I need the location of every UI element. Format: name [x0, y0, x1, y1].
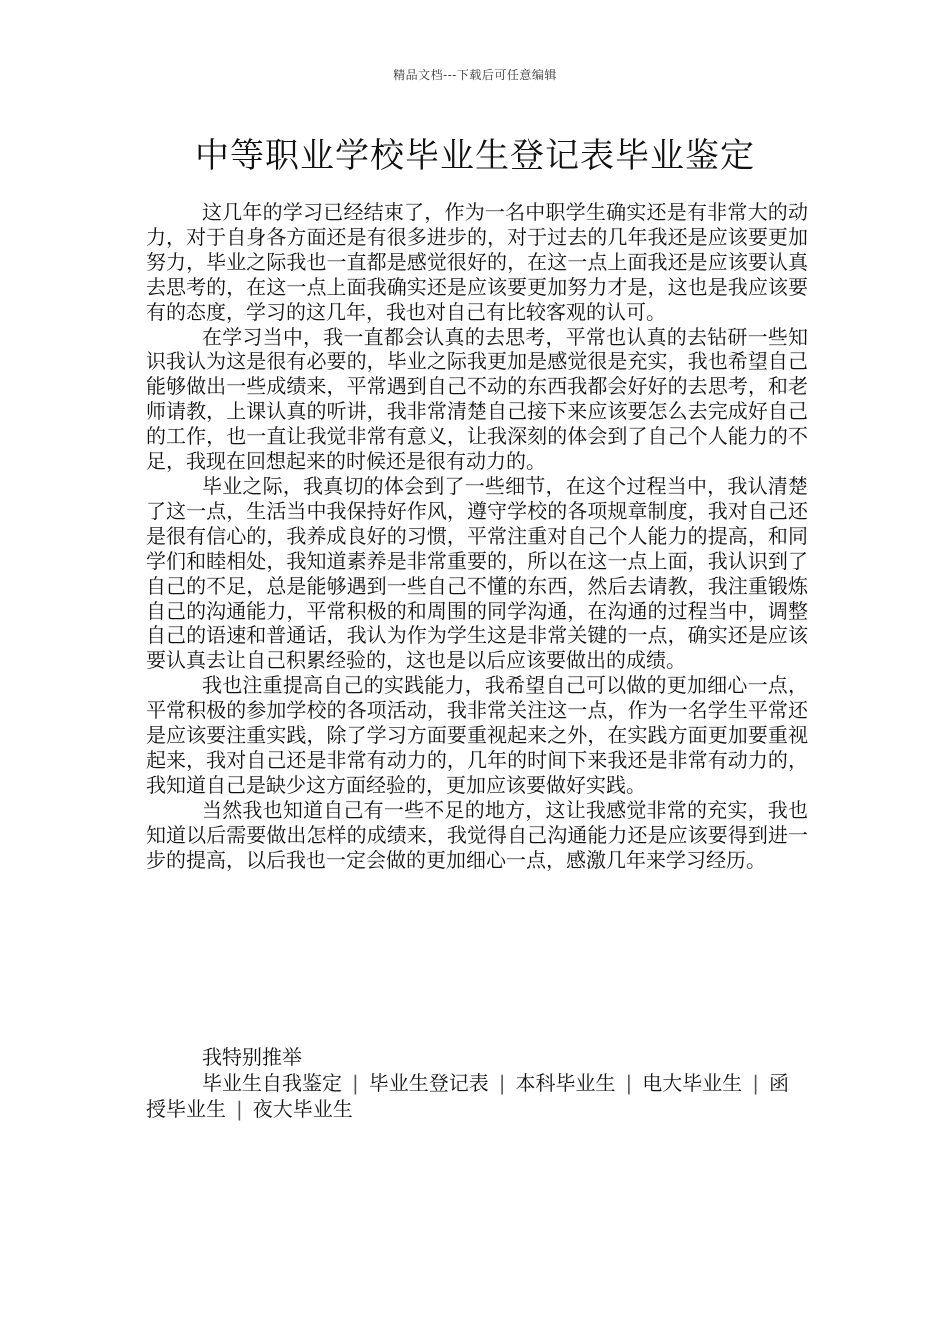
link-separator: | — [498, 1071, 506, 1095]
recommend-title: 我特别推举 — [202, 1045, 302, 1069]
link-separator: | — [352, 1071, 359, 1095]
paragraph-2: 在学习当中，我一直都会认真的去思考，平常也认真的去钻研一些知识我认为这是很有必要的，毕业之际我更加是感觉很是充实，我也希望自己能够做出一些成绩来，平常遇到自己不动的东西我都会好好的去思考，和老师请教，上课认真的听讲，我非常清楚自己接下来应该要怎么去完成好自己的工作，也一直让我觉非常有意义，让我深刻的体会到了自己个人能力的不足，我现在回想起来的时候还是很有动力的。 — [146, 324, 808, 474]
link-undergraduate[interactable]: 本科毕业生 — [515, 1071, 616, 1095]
link-night-school-graduate[interactable]: 夜大毕业生 — [252, 1097, 353, 1121]
document-title: 中等职业学校毕业生登记表毕业鉴定 — [195, 136, 755, 176]
link-separator: | — [752, 1071, 759, 1095]
paragraph-1: 这几年的学习已经结束了，作为一名中职学生确实还是有非常大的动力，对于自身各方面还是有很多进步的，对于过去的几年我还是应该要更加努力，毕业之际我也一直都是感觉很好的，在这一点上面我还是应该要认真去思考的，在这一点上面我确实还是应该要更加努力才是，这也是我应该要有的态度，学习的这几年，我也对自己有比较客观的认可。 — [146, 200, 808, 324]
paragraph-3: 毕业之际，我真切的体会到了一些细节，在这个过程当中，我认清楚了这一点，生活当中我保持好作风，遵守学校的各项规章制度，我对自己还是很有信心的，我养成良好的习惯，平常注重对自己个人能力的提高，和同学们和睦相处，我知道素养是非常重要的，所以在这一点上面，我认识到了自己的不足，总是能够遇到一些自己不懂的东西，然后去请教，我注重锻炼自己的沟通能力，平常积极的和周围的同学沟通，在沟通的过程当中，调整自己的语速和普通话，我认为作为学生这是非常关键的一点，确实还是应该要认真去让自己积累经验的，这也是以后应该要做出的成绩。 — [146, 473, 808, 673]
document-body — [146, 200, 808, 872]
recommend-links — [146, 1070, 808, 1122]
link-self-appraisal[interactable]: 毕业生自我鉴定 — [202, 1071, 342, 1095]
link-separator: | — [236, 1097, 243, 1121]
recommend-section — [146, 1044, 808, 1122]
page-header: 精品文档---下载后可任意编辑 — [393, 68, 557, 82]
link-separator: | — [625, 1071, 633, 1095]
link-graduate-register[interactable]: 毕业生登记表 — [368, 1071, 489, 1095]
link-tvu-graduate[interactable]: 电大毕业生 — [642, 1071, 743, 1095]
link-correspondence-graduate[interactable]: 函授毕业生 — [146, 1071, 789, 1121]
paragraph-4: 我也注重提高自己的实践能力，我希望自己可以做的更加细心一点，平常积极的参加学校的各项活动，我非常关注这一点，作为一名学生平常还是应该要注重实践，除了学习方面要重视起来之外，在实践方面更加要重视起来，我对自己还是非常有动力的，几年的时间下来我还是非常有动力的，我知道自己是缺少这方面经验的，更加应该要做好实践。 — [146, 673, 808, 797]
paragraph-5: 当然我也知道自己有一些不足的地方，这让我感觉非常的充实，我也知道以后需要做出怎样的成绩来，我觉得自己沟通能力还是应该要得到进一步的提高，以后我也一定会做的更加细心一点，感激几年来学习经历。 — [146, 797, 808, 872]
